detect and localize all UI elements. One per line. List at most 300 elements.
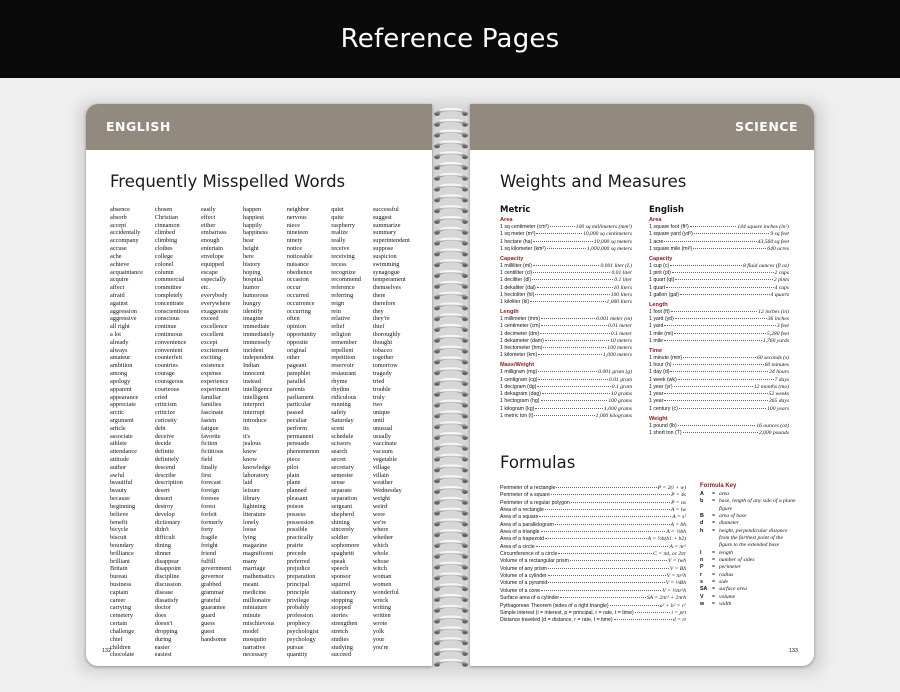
word-item: lying	[243, 534, 256, 542]
formula-expression: A = ½h(b1 + b2)	[647, 536, 686, 543]
key-definition: width	[719, 601, 732, 608]
word-item: grabbed	[201, 581, 222, 588]
word-item: knew	[243, 448, 257, 456]
science-tab-label: SCIENCE	[734, 119, 798, 134]
word-item: vaccinate	[372, 440, 397, 448]
word-item: conscientious	[154, 307, 190, 315]
word-item: business	[110, 581, 132, 588]
word-item: it's	[243, 432, 251, 440]
word-item: forecast	[201, 479, 221, 487]
spiral-coil	[434, 563, 468, 570]
word-item: colonel	[154, 260, 174, 268]
measure-equivalent: 10 liters	[613, 284, 632, 291]
word-item: plain	[286, 471, 300, 479]
formula-key	[700, 483, 796, 609]
word-item: knowledge	[243, 463, 271, 471]
word-item: desert	[154, 487, 170, 495]
spiral-coil	[434, 271, 468, 278]
word-item: tragedy	[372, 370, 392, 378]
measure-unit: 1 cup (c)	[649, 262, 670, 269]
formula-expression: A = lw	[670, 507, 686, 514]
word-item: neighbor	[286, 206, 310, 213]
leader-dots	[533, 265, 599, 266]
measure-unit: 1 gallon (gal)	[649, 291, 679, 298]
measure-unit: 1 dekameter (dam)	[500, 337, 544, 344]
word-item: concentrate	[154, 299, 184, 307]
word-item: ridiculous	[331, 393, 357, 401]
word-item: Indian	[243, 362, 260, 370]
word-item: athlete	[110, 440, 127, 448]
word-item: climbed	[154, 229, 176, 237]
word-item: recommend	[331, 276, 361, 284]
key-row	[700, 586, 796, 593]
measure-row	[500, 231, 632, 238]
word-item: speech	[331, 565, 349, 573]
key-row	[700, 550, 796, 557]
measure-equivalent: 60 minutes	[764, 361, 789, 368]
key-equals: =	[712, 586, 716, 593]
measure-equivalent: 52 weeks	[768, 391, 789, 398]
spiral-coil	[434, 153, 468, 160]
leader-dots	[548, 582, 664, 583]
word-item: piece	[286, 456, 301, 463]
word-item: wreck	[372, 596, 389, 604]
word-item: debt	[154, 424, 166, 432]
word-item: doctor	[154, 604, 171, 612]
word-item: semester	[331, 471, 354, 479]
word-item: soldier	[331, 534, 349, 542]
word-item: nineteen	[286, 229, 309, 237]
spiral-coil	[434, 628, 468, 635]
key-equals: =	[712, 491, 716, 497]
measure-row	[500, 377, 632, 384]
word-item: realize	[331, 229, 348, 237]
word-item: nervous	[286, 213, 307, 221]
word-item: wonderful	[372, 588, 399, 596]
spiral-coil	[434, 369, 468, 376]
spiral-coil	[434, 639, 468, 646]
formula-row	[500, 610, 686, 617]
word-item: yolk	[372, 627, 385, 635]
word-item: practically	[286, 534, 314, 542]
word-item: poison	[286, 502, 304, 510]
key-definition: number of sides	[719, 557, 755, 564]
measure-category: Length	[649, 301, 668, 308]
word-item: chosen	[154, 206, 173, 213]
leader-dots	[683, 357, 756, 358]
measure-equivalent: 100 liters	[610, 291, 632, 298]
word-item: summary	[372, 229, 397, 237]
word-item: humor	[243, 284, 260, 292]
leader-dots	[664, 325, 775, 326]
word-item: privilege	[286, 596, 310, 604]
measure-unit: 1 hectogram (hg)	[500, 398, 540, 405]
word-item: because	[110, 495, 130, 503]
leader-dots	[541, 590, 661, 591]
measure-unit: 1 centimeter (cm)	[500, 323, 541, 330]
word-item: secretary	[331, 463, 354, 471]
key-symbol: w	[700, 601, 705, 608]
measure-unit: 1 decigram (dg)	[500, 383, 537, 390]
leader-dots	[666, 287, 773, 288]
measure-row	[649, 423, 789, 430]
word-item: loose	[243, 526, 257, 534]
word-item: usually	[372, 432, 392, 440]
measure-equivalent: 0.1 meter	[610, 330, 632, 337]
word-item: occurrence	[286, 299, 315, 307]
measure-row	[649, 316, 789, 323]
key-row	[700, 579, 796, 586]
word-item: quiet	[331, 206, 344, 213]
word-item: thief	[372, 323, 385, 331]
word-item: search	[331, 448, 348, 456]
formula-name: Volume of a cone	[500, 587, 541, 594]
word-item: history	[243, 260, 261, 268]
word-item: schedule	[331, 432, 354, 440]
measure-unit: 1 year	[649, 398, 664, 405]
word-item: phenomenon	[286, 448, 320, 456]
key-row	[700, 520, 796, 527]
word-item: argument	[110, 416, 134, 424]
measure-row	[500, 316, 632, 323]
measure-row	[649, 362, 789, 369]
word-item: nuisance	[286, 260, 309, 268]
measure-equivalent: 0.001 meter (m)	[596, 315, 632, 322]
word-item: spaghetti	[331, 549, 354, 557]
key-equals: =	[712, 498, 716, 505]
word-item: carrying	[110, 604, 131, 612]
measure-unit: 1 deciliter (dl)	[500, 277, 532, 284]
word-item: career	[110, 596, 126, 604]
word-item: forfeit	[201, 510, 217, 518]
word-item: happiness	[243, 229, 268, 237]
word-item: possible	[286, 526, 308, 534]
word-item: accidentally	[110, 229, 141, 237]
word-item: entertain	[201, 245, 224, 253]
measure-equivalent: 12 months (mo)	[753, 383, 789, 390]
word-item: stopped	[331, 604, 351, 612]
word-item: precede	[286, 549, 307, 557]
word-item: original	[286, 346, 307, 354]
word-item: envelope	[201, 252, 224, 260]
measure-row	[649, 406, 789, 413]
metric-heading: Metric	[500, 205, 531, 215]
word-item: destroy	[154, 502, 174, 510]
word-item: possess	[286, 510, 306, 518]
word-item: literature	[243, 510, 266, 518]
word-item: excitement	[201, 346, 229, 354]
word-item: vacuum	[372, 448, 393, 456]
spiral-coil	[434, 282, 468, 289]
formula-name: Perimeter of a square	[500, 492, 550, 499]
word-item: excellence	[201, 323, 228, 331]
word-item: accuse	[110, 245, 127, 253]
word-item: finally	[201, 463, 218, 471]
word-item: first	[201, 471, 212, 479]
measure-row	[500, 406, 632, 413]
word-item: a lot	[110, 331, 122, 338]
key-symbol: s	[700, 579, 703, 586]
word-item: mathematics	[243, 573, 275, 581]
spiral-coil	[434, 585, 468, 592]
word-item: trouble	[372, 385, 391, 393]
key-definition: base, length of any side of a plane figure	[719, 498, 796, 512]
word-item: whether	[372, 534, 394, 542]
measure-unit: 1 hectoliter (hl)	[500, 291, 535, 298]
measure-category: Area	[500, 217, 513, 223]
measure-row	[500, 331, 632, 338]
spiral-coil	[434, 163, 468, 170]
word-item: shining	[331, 518, 350, 526]
measure-equivalent: 10 grams	[611, 391, 632, 398]
word-item: acquire	[110, 276, 129, 284]
word-item: prairie	[286, 541, 304, 549]
right-header-band	[470, 104, 814, 150]
word-item: receive	[331, 245, 350, 253]
word-item: incident	[243, 346, 264, 354]
word-item: where	[372, 526, 389, 534]
word-item: model	[243, 627, 259, 635]
word-item: permanent	[286, 432, 314, 440]
word-item: stopping	[331, 596, 353, 604]
measure-unit: 1 hour (h)	[649, 361, 672, 368]
word-item: know	[243, 456, 257, 463]
word-item: continue	[154, 323, 177, 331]
formula-row	[500, 588, 686, 595]
word-item: intelligent	[243, 393, 269, 401]
measure-equivalent: 36 inches	[767, 315, 789, 322]
key-definition: perimeter	[719, 564, 741, 571]
leader-dots	[672, 272, 774, 273]
measure-unit: 1 yard	[649, 323, 664, 330]
spiral-coil	[434, 304, 468, 311]
word-item: psychology	[286, 635, 316, 643]
word-item: definitely	[154, 456, 179, 463]
key-row	[700, 498, 796, 513]
word-item: library	[243, 495, 260, 503]
word-item: bicycle	[110, 526, 129, 534]
formula-row	[500, 507, 686, 514]
key-equals: =	[712, 557, 716, 564]
word-item: exciting	[201, 354, 222, 362]
measure-row	[500, 323, 632, 330]
leader-dots	[610, 605, 659, 606]
measure-unit: 1 short ton (T)	[649, 429, 682, 436]
leader-dots	[541, 318, 595, 319]
word-item: passed	[286, 409, 304, 417]
measure-row	[500, 345, 632, 352]
word-item: convenience	[154, 338, 187, 346]
word-item: strengthen	[331, 620, 358, 628]
formula-row	[500, 544, 686, 551]
word-item: intelligence	[243, 385, 273, 393]
measure-equivalent: 24 hours	[769, 369, 789, 376]
word-item: ninety	[286, 237, 303, 245]
measure-equivalent: 2 pints	[773, 277, 789, 284]
word-item: describe	[154, 471, 176, 479]
measure-equivalent: 1,000,000 sq meters	[586, 245, 632, 252]
spiral-coil	[434, 649, 468, 656]
word-item: sincerely	[331, 526, 354, 534]
word-item: beauty	[110, 487, 127, 495]
measure-equivalent: 1,000 grams	[604, 405, 632, 412]
word-item: fragile	[201, 534, 218, 542]
word-item: they're	[372, 315, 390, 323]
word-item: escape	[201, 268, 218, 276]
measure-equivalent: 1,000 meters	[603, 352, 632, 359]
word-item: swimming	[372, 260, 400, 268]
spiral-coil	[434, 487, 468, 494]
key-definition: side	[719, 579, 729, 586]
word-item: pilot	[286, 463, 299, 471]
measure-row	[649, 355, 789, 362]
word-item: woman	[372, 573, 392, 581]
word-item: descend	[154, 463, 176, 471]
word-item: perform	[286, 424, 308, 432]
leader-dots	[533, 241, 593, 242]
measure-equivalent: 2 cups	[774, 269, 789, 276]
formula-expression: C = πd, or 2πr	[653, 551, 686, 558]
leader-dots	[614, 619, 672, 620]
spiral-coil	[434, 315, 468, 322]
measure-unit: 1 quart (qt)	[649, 277, 675, 284]
word-item: prejudice	[286, 565, 311, 573]
key-equals: =	[712, 571, 716, 578]
formula-name: Simple interest (i = interest, p = principal, r = rate, t = time)	[500, 609, 634, 616]
word-item: parliament	[286, 393, 314, 401]
key-equals: =	[712, 601, 716, 608]
measure-row	[649, 277, 789, 284]
word-item: temperament	[372, 276, 406, 284]
word-item: foreign	[201, 487, 220, 495]
word-item: sense	[331, 479, 345, 487]
measure-row	[500, 352, 632, 359]
key-equals: =	[712, 513, 716, 520]
measure-equivalent: 0.001 liter (L)	[600, 262, 632, 269]
formula-name: Area of a circle	[500, 543, 535, 550]
word-item: especially	[201, 276, 227, 284]
measure-equivalent: 5,280 feet	[766, 330, 789, 337]
word-item: height	[243, 245, 259, 253]
word-item: didn't	[154, 526, 169, 534]
spiral-coil	[434, 109, 468, 116]
leader-dots	[556, 487, 656, 488]
spiral-coil	[434, 336, 468, 343]
spiral-binding	[428, 103, 474, 669]
leader-dots	[674, 386, 753, 387]
word-item: were	[372, 510, 386, 518]
word-item: expense	[201, 370, 222, 378]
word-item: clothes	[154, 245, 173, 253]
word-item: squirrel	[331, 581, 351, 588]
measure-category: Weight	[649, 415, 668, 422]
word-item: here	[243, 252, 254, 260]
word-item: happiest	[243, 213, 264, 221]
measure-unit: 1 day (d)	[649, 369, 670, 376]
top-banner	[0, 0, 900, 78]
word-item: happen	[243, 206, 262, 213]
measure-row	[649, 231, 789, 238]
word-item: fiction	[201, 440, 218, 448]
word-item: exceed	[201, 315, 219, 323]
word-item: rhythm	[331, 385, 350, 393]
word-item: rhyme	[331, 377, 348, 385]
word-item: favorite	[201, 432, 221, 440]
word-item: shepherd	[331, 510, 354, 518]
english-heading: English	[649, 205, 684, 215]
key-symbol: B	[700, 513, 704, 520]
measure-unit: 1 yard (yd)	[649, 315, 674, 322]
word-item: Saturday	[331, 416, 354, 424]
word-item: guarantee	[201, 604, 226, 612]
word-item: whole	[372, 549, 389, 557]
word-item: sponsor	[331, 573, 351, 581]
word-item: Britain	[110, 565, 128, 573]
word-item: miniature	[243, 604, 268, 612]
leader-dots	[570, 560, 667, 561]
word-item: imagine	[243, 315, 264, 323]
measure-equivalent: 0.1 gram	[611, 383, 632, 390]
word-item: brilliant	[110, 557, 130, 565]
word-item: reference	[331, 284, 355, 292]
word-item: unique	[372, 409, 390, 417]
word-item: scissors	[331, 440, 351, 448]
leader-dots	[545, 340, 609, 341]
measure-unit: 1 square mile (mi²)	[649, 245, 693, 252]
word-item: governor	[201, 573, 224, 581]
word-item: dictionary	[154, 518, 181, 526]
word-item: enough	[201, 237, 220, 245]
key-definition: length	[719, 549, 733, 556]
word-item: women	[372, 581, 392, 588]
leader-dots	[664, 241, 756, 242]
word-item: pursue	[286, 643, 304, 651]
word-item: apology	[110, 377, 131, 385]
spiral-coil	[434, 228, 468, 235]
word-item: thought	[372, 338, 393, 346]
word-item: millionaire	[243, 596, 271, 604]
measure-unit: 1 metric ton (t)	[500, 413, 534, 420]
word-item: fictitious	[201, 448, 224, 456]
word-item: speak	[331, 557, 346, 565]
leader-dots	[532, 279, 613, 280]
measure-row	[500, 224, 632, 231]
leader-dots	[543, 347, 606, 348]
measure-row	[500, 384, 632, 391]
word-item: cinnamon	[154, 221, 180, 229]
word-item: they	[372, 307, 384, 315]
spiral-coil	[434, 239, 468, 246]
measure-row	[500, 239, 632, 246]
word-item: courteous	[154, 385, 180, 393]
formula-row	[500, 485, 686, 492]
formula-row	[500, 595, 686, 602]
word-item: existence	[201, 362, 225, 370]
word-item: challenge	[110, 627, 135, 635]
measure-row	[500, 413, 632, 420]
formula-expression: A = s²	[672, 514, 686, 521]
word-item: conscious	[154, 315, 180, 323]
word-item: chocolate	[110, 651, 135, 659]
word-item: disease	[154, 588, 173, 596]
word-item: handsome	[201, 635, 227, 643]
measure-unit: 1 year	[649, 391, 664, 398]
word-item: opposite	[286, 338, 309, 346]
measure-equivalent: 144 square inches (in²)	[737, 224, 789, 230]
spiral-coil	[434, 390, 468, 397]
measure-unit: 1 pint (pt)	[649, 269, 671, 276]
word-item: stretch	[331, 627, 348, 635]
